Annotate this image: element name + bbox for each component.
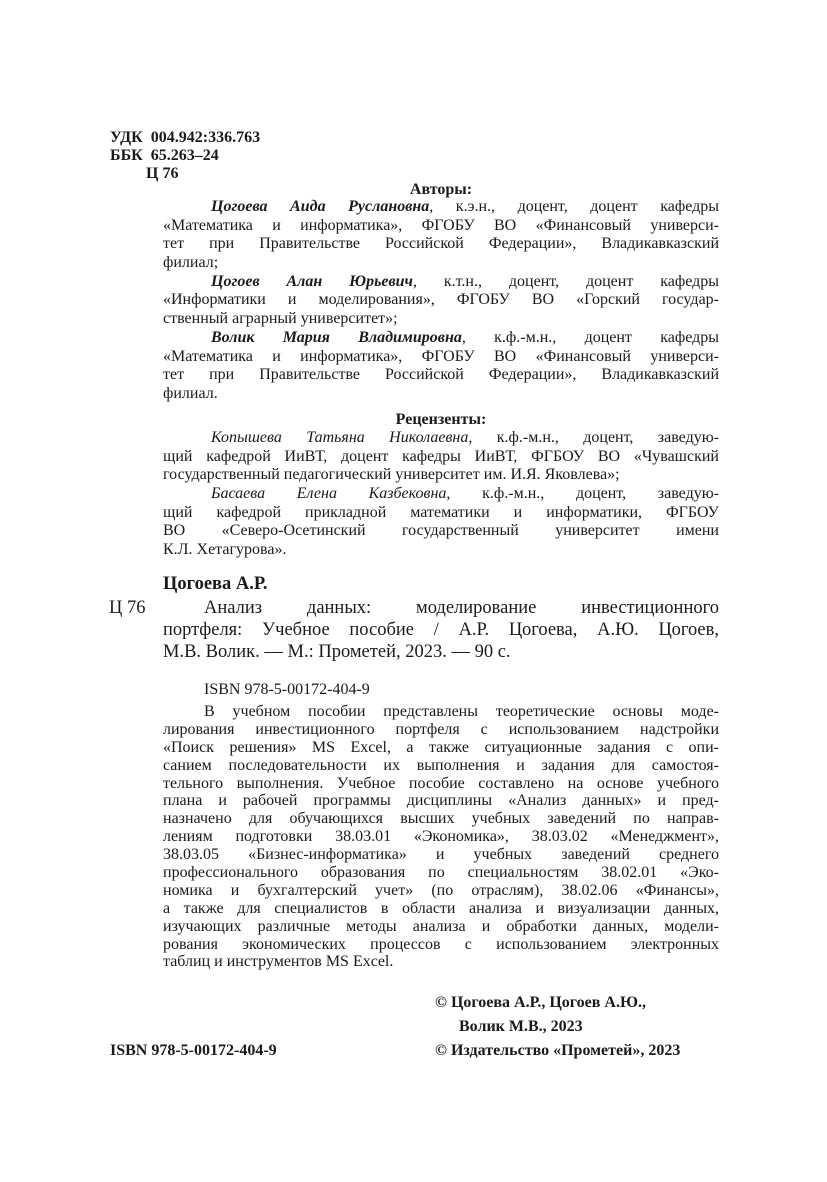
person-name: Цогоева Аида Руслановна — [211, 198, 430, 215]
text-line: номика и бухгалтерский учет» (по отраслям), 38.02.06 «Финансы», — [163, 881, 719, 899]
text-line: тет при Правительстве Российской Федерации», Владикавказский — [163, 235, 719, 253]
text-line: а также для специалистов в области анализа и визуализации данных, — [163, 899, 719, 917]
text-line: рования экономических процессов с использованием электронных — [163, 935, 719, 953]
entry-first-line — [163, 429, 719, 448]
text-line: портфеля: Учебное пособие / А.Р. Цогоева, А.Ю. Цогоев, — [163, 620, 719, 640]
bibliographic-description — [163, 597, 719, 663]
text-line: тет при Правительстве Российской Федерации», Владикавказский — [163, 366, 719, 384]
text-line: таблиц и инструментов MS Excel. — [163, 953, 394, 971]
bibliographic-author: Цогоева А.Р. — [163, 574, 268, 594]
text-line: «Математика и информатика», ФГОБУ ВО «Финансовый универси- — [163, 347, 719, 365]
isbn-footer: ISBN 978-5-00172-404-9 — [110, 1042, 277, 1059]
abstract — [163, 703, 719, 971]
reviewers-list — [163, 429, 719, 560]
copyright-block — [435, 991, 680, 1063]
text-line: лениям подготовки 38.03.01 «Экономика», 38.03.02 «Менеджмент», — [163, 828, 719, 846]
entry-first-line — [163, 329, 719, 348]
text-line: изучающих различные методы анализа и обработки данных, модели- — [163, 917, 719, 935]
text-line: 38.03.05 «Бизнес-информатика» и учебных заведений среднего — [163, 846, 719, 864]
copyright-authors-1: © Цогоева А.Р., Цогоев А.Ю., — [435, 994, 646, 1011]
text-line: М.В. Волик. — М.: Прометей, 2023. — 90 с. — [163, 642, 511, 662]
person-name: Волик Мария Владимировна — [211, 328, 462, 346]
text-line: лирования инвестиционного портфеля с использованием надстройки — [163, 720, 719, 738]
udk-label: УДК — [110, 129, 143, 146]
text-line: К.Л. Хетагурова». — [163, 541, 287, 559]
text-line: филиал. — [163, 384, 218, 402]
person-details: , к.ф.-м.н., доцент кафедры — [461, 328, 719, 346]
copyright-authors-2: Волик М.В., 2023 — [459, 1018, 583, 1035]
text-line: назначено для обучающихся высших учебных заведений по направ- — [163, 810, 719, 828]
text-line: профессионального образования по специальностям 38.02.01 «Эко- — [163, 864, 719, 882]
reviewers-heading: Рецензенты: — [395, 411, 487, 428]
text-line: «Информатики и моделирования», ФГОБУ ВО «Горский государ- — [163, 291, 719, 309]
person-details: , к.ф.-м.н., доцент, заведую- — [446, 485, 719, 503]
text-line: щий кафедрой прикладной математики и информатики, ФГБОУ — [163, 503, 719, 521]
text-line: «Поиск решения» MS Excel, а также ситуационные задания с опи- — [163, 738, 719, 756]
text-line: Анализ данных: моделирование инвестиционного — [204, 598, 719, 618]
text-line: ственный аграрный университет»; — [163, 310, 398, 328]
bbk-label: ББК — [110, 147, 143, 164]
classification-block — [110, 129, 260, 183]
bibliographic-code: Ц 76 — [109, 598, 146, 618]
text-line: «Математика и информатика», ФГОБУ ВО «Финансовый универси- — [163, 216, 719, 234]
text-line: филиал; — [163, 254, 219, 272]
text-line: государственный педагогический университет им. И.Я. Яковлева»; — [163, 466, 620, 484]
person-name: Басаева Елена Казбековна — [211, 485, 447, 503]
person-name: Цогоев Алан Юрьевич — [211, 272, 413, 290]
person-details: , к.ф.-м.н., доцент, заведую- — [468, 429, 719, 446]
entry-first-line — [163, 273, 719, 292]
entry-first-line — [163, 485, 719, 504]
text-line: плана и рабочей программы дисциплины «Анализ данных» и пред- — [163, 792, 719, 810]
entry-first-line — [163, 198, 719, 217]
text-line: щий кафедрой ИиВТ, доцент кафедры ИиВТ, ФГБОУ ВО «Чувашский — [163, 447, 719, 465]
authors-list — [163, 198, 719, 404]
person-name: Копышева Татьяна Николаевна — [211, 429, 469, 446]
text-line: В учебном пособии представлены теоретические основы моде- — [204, 703, 719, 720]
text-line: тельного выполнения. Учебное пособие составлено на основе учебного — [163, 774, 719, 792]
authors-heading: Авторы: — [409, 181, 473, 198]
author-mark: Ц 76 — [146, 165, 179, 182]
text-line: ВО «Северо-Осетинский государственный университет имени — [163, 522, 719, 540]
person-details: , к.э.н., доцент, доцент кафедры — [429, 198, 719, 215]
bbk-code: 65.263–24 — [150, 147, 219, 164]
person-details: , к.т.н., доцент, доцент кафедры — [412, 272, 719, 290]
isbn-line: ISBN 978-5-00172-404-9 — [204, 681, 370, 698]
text-line: санием последовательности их выполнения и задания для самостоя- — [163, 756, 719, 774]
udk-code: 004.942:336.763 — [150, 129, 261, 146]
copyright-publisher: © Издательство «Прометей», 2023 — [435, 1042, 681, 1059]
